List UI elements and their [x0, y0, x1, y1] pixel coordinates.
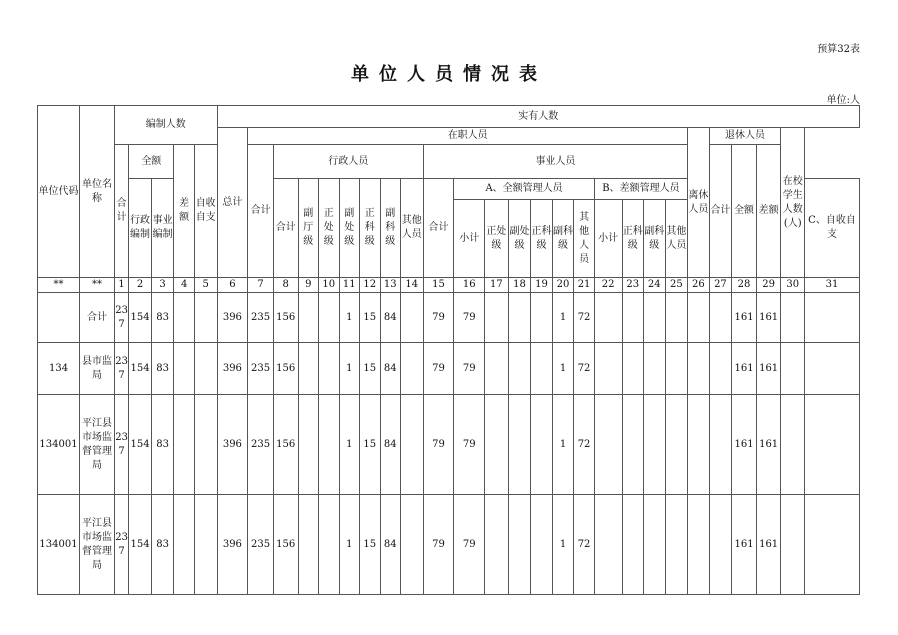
table-cell: 83	[151, 395, 174, 495]
table-cell	[194, 395, 217, 495]
table-cell: 161	[756, 293, 781, 343]
table-cell: 15	[360, 293, 381, 343]
table-cell	[485, 343, 509, 395]
table-cell	[644, 293, 666, 343]
b-xiaoji-header: 小计	[594, 200, 622, 278]
table-cell	[174, 293, 195, 343]
col-number: 18	[508, 278, 531, 293]
bz-heji-header: 合计	[114, 145, 128, 278]
col-number: 6	[217, 278, 248, 293]
table-cell: 156	[273, 495, 298, 595]
table-cell: 1	[339, 395, 360, 495]
table-cell	[298, 343, 319, 395]
zheng-chu-header: 正处级	[319, 179, 340, 278]
col-number: 8	[273, 278, 298, 293]
table-cell: 154	[129, 495, 152, 595]
tx-heji-header: 合计	[709, 145, 732, 278]
table-cell	[531, 293, 553, 343]
a-zheng-chu-header: 正处级	[485, 200, 509, 278]
table-cell	[665, 293, 688, 343]
col-number: 7	[248, 278, 274, 293]
table-cell	[174, 343, 195, 395]
table-cell: 156	[273, 395, 298, 495]
table-cell	[665, 395, 688, 495]
table-cell	[38, 293, 80, 343]
b-zheng-ke-header: 正科级	[622, 200, 644, 278]
table-cell	[194, 293, 217, 343]
table-cell	[298, 293, 319, 343]
table-cell	[622, 395, 644, 495]
table-cell: 154	[129, 343, 152, 395]
col-number: 12	[360, 278, 381, 293]
col-number: 3	[151, 278, 174, 293]
table-cell	[644, 343, 666, 395]
table-cell: 235	[248, 495, 274, 595]
bz-quane-header: 全额	[129, 145, 174, 179]
table-cell	[319, 495, 340, 595]
table-cell: 161	[732, 293, 757, 343]
table-cell	[805, 395, 860, 495]
col-number: 26	[688, 278, 710, 293]
table-cell: 237	[114, 395, 128, 495]
table-row	[38, 395, 860, 495]
shiyou-header: 实有人数	[217, 106, 860, 128]
table-cell	[644, 395, 666, 495]
bz-chae-header: 差额	[174, 145, 195, 278]
xz-heji-header: 合计	[273, 179, 298, 278]
xz-qita-header: 其他人员	[401, 179, 424, 278]
page-title: 单位人员情况表	[351, 64, 547, 85]
table-cell: 161	[732, 495, 757, 595]
a-qita-header: 其他人员	[574, 200, 595, 278]
table-cell: 79	[454, 395, 485, 495]
table-cell: 合计	[80, 293, 115, 343]
a-fu-ke-header: 副科级	[552, 200, 574, 278]
col-number: 13	[380, 278, 401, 293]
table-cell: 1	[339, 343, 360, 395]
table-cell	[709, 293, 732, 343]
a-xiaoji-header: 小计	[454, 200, 485, 278]
table-cell	[781, 395, 805, 495]
col-number: 16	[454, 278, 485, 293]
lixiu-header: 离休人员	[688, 128, 710, 278]
table-cell: 79	[454, 343, 485, 395]
table-cell	[622, 293, 644, 343]
col-number: 10	[319, 278, 340, 293]
sy-heji-header: 合计	[423, 179, 454, 278]
table-cell: 1	[339, 495, 360, 595]
table-cell	[401, 495, 424, 595]
table-cell: 83	[151, 343, 174, 395]
table-cell: 396	[217, 395, 248, 495]
table-cell	[194, 343, 217, 395]
col-number: 24	[644, 278, 666, 293]
table-cell: 156	[273, 343, 298, 395]
col-number: 25	[665, 278, 688, 293]
table-cell: 235	[248, 395, 274, 495]
table-cell: 154	[129, 293, 152, 343]
col-number: 5	[194, 278, 217, 293]
tx-chae-header: 差额	[756, 145, 781, 278]
col-number: 30	[781, 278, 805, 293]
zz-heji-header: 合计	[248, 145, 274, 278]
table-cell	[709, 495, 732, 595]
table-cell	[594, 495, 622, 595]
table-cell	[174, 495, 195, 595]
a-fu-chu-header: 副处级	[508, 200, 531, 278]
table-cell	[688, 343, 710, 395]
table-cell	[805, 293, 860, 343]
col-number: 31	[805, 278, 860, 293]
table-cell: 396	[217, 495, 248, 595]
table-cell: 156	[273, 293, 298, 343]
table-cell	[531, 343, 553, 395]
table-cell: 83	[151, 293, 174, 343]
table-cell: 72	[574, 293, 595, 343]
table-cell	[688, 395, 710, 495]
table-cell: 161	[756, 395, 781, 495]
table-cell	[508, 395, 531, 495]
table-cell	[781, 495, 805, 595]
tx-quane-header: 全额	[732, 145, 757, 278]
table-cell	[781, 343, 805, 395]
b-qita-header: 其他人员	[665, 200, 688, 278]
table-cell	[688, 293, 710, 343]
table-cell	[805, 343, 860, 395]
table-cell: 1	[552, 495, 574, 595]
col-number: 27	[709, 278, 732, 293]
col-number: 29	[756, 278, 781, 293]
table-cell	[665, 343, 688, 395]
col-number: 4	[174, 278, 195, 293]
table-cell: 161	[732, 395, 757, 495]
shiye-header: 事业人员	[423, 145, 688, 179]
table-cell: 237	[114, 343, 128, 395]
fu-ke-header: 副科级	[380, 179, 401, 278]
b-fu-ke-header: 副科级	[644, 200, 666, 278]
table-cell: 县市监局	[80, 343, 115, 395]
form-id: 预算32表	[817, 44, 860, 55]
table-cell: 237	[114, 495, 128, 595]
table-cell: 396	[217, 343, 248, 395]
table-cell: 396	[217, 293, 248, 343]
table-cell	[508, 495, 531, 595]
table-cell	[319, 395, 340, 495]
table-cell	[665, 495, 688, 595]
table-cell: 1	[552, 343, 574, 395]
table-cell	[401, 395, 424, 495]
c-zishou-header: C、自收自支	[805, 179, 860, 278]
table-cell: 235	[248, 293, 274, 343]
table-cell: 134001	[38, 495, 80, 595]
table-row	[38, 293, 860, 343]
unit-code-header: 单位代码	[38, 106, 80, 278]
zaizhi-header: 在职人员	[248, 128, 688, 145]
xingzheng-bianzhi-header: 行政编制	[129, 179, 152, 278]
table-cell	[622, 343, 644, 395]
col-number: 1	[114, 278, 128, 293]
table-cell	[174, 395, 195, 495]
table-cell	[805, 495, 860, 595]
table-cell	[401, 343, 424, 395]
personnel-table	[37, 105, 860, 595]
col-number: 22	[594, 278, 622, 293]
table-cell: 134	[38, 343, 80, 395]
col-number: 9	[298, 278, 319, 293]
table-cell: 83	[151, 495, 174, 595]
col-number: 11	[339, 278, 360, 293]
table-cell	[594, 293, 622, 343]
bianzhi-header: 编制人数	[114, 106, 217, 145]
table-cell: 79	[423, 395, 454, 495]
table-cell	[709, 343, 732, 395]
a-quane-header: A、全额管理人员	[454, 179, 594, 200]
table-cell	[298, 395, 319, 495]
a-zheng-ke-header: 正科级	[531, 200, 553, 278]
table-cell	[298, 495, 319, 595]
col-number: 15	[423, 278, 454, 293]
col-number: **	[38, 278, 80, 293]
col-number: 2	[129, 278, 152, 293]
table-cell: 84	[380, 495, 401, 595]
table-cell: 79	[454, 293, 485, 343]
table-row	[38, 343, 860, 395]
table-cell: 1	[552, 293, 574, 343]
fu-ting-header: 副厅级	[298, 179, 319, 278]
xingzheng-header: 行政人员	[273, 145, 423, 179]
table-cell: 79	[454, 495, 485, 595]
table-cell	[485, 293, 509, 343]
table-cell: 84	[380, 293, 401, 343]
tuixiu-header: 退休人员	[709, 128, 781, 145]
col-number: 14	[401, 278, 424, 293]
table-cell: 161	[732, 343, 757, 395]
table-cell: 1	[552, 395, 574, 495]
col-number: 23	[622, 278, 644, 293]
table-cell: 237	[114, 293, 128, 343]
table-cell	[531, 495, 553, 595]
table-cell: 72	[574, 495, 595, 595]
table-cell	[622, 495, 644, 595]
col-number: **	[80, 278, 115, 293]
table-cell: 15	[360, 395, 381, 495]
table-cell: 79	[423, 343, 454, 395]
table-cell	[485, 495, 509, 595]
table-row	[38, 495, 860, 595]
table-cell	[594, 395, 622, 495]
table-cell: 72	[574, 343, 595, 395]
bz-zishou-header: 自收自支	[194, 145, 217, 278]
table-cell	[508, 293, 531, 343]
table-cell: 15	[360, 343, 381, 395]
table-cell	[688, 495, 710, 595]
col-number: 17	[485, 278, 509, 293]
table-cell: 1	[339, 293, 360, 343]
unit-name-header: 单位名称	[80, 106, 115, 278]
zongji-header: 总计	[217, 128, 248, 278]
table-cell	[194, 495, 217, 595]
fu-chu-header: 副处级	[339, 179, 360, 278]
col-number: 20	[552, 278, 574, 293]
b-chae-header: B、差额管理人员	[594, 179, 687, 200]
table-cell: 134001	[38, 395, 80, 495]
table-cell: 154	[129, 395, 152, 495]
table-cell	[781, 293, 805, 343]
table-cell: 15	[360, 495, 381, 595]
table-cell	[594, 343, 622, 395]
table-cell	[485, 395, 509, 495]
zheng-ke-header: 正科级	[360, 179, 381, 278]
shiye-bianzhi-header: 事业编制	[151, 179, 174, 278]
table-cell: 79	[423, 495, 454, 595]
table-cell: 235	[248, 343, 274, 395]
table-cell	[319, 293, 340, 343]
table-cell	[709, 395, 732, 495]
table-cell: 161	[756, 343, 781, 395]
students-header: 在校学生人数(人)	[781, 128, 805, 278]
table-cell: 84	[380, 395, 401, 495]
table-cell: 平江县市场监督管理局	[80, 495, 115, 595]
table-cell: 平江县市场监督管理局	[80, 395, 115, 495]
table-cell: 84	[380, 343, 401, 395]
table-cell: 72	[574, 395, 595, 495]
table-cell	[508, 343, 531, 395]
col-number: 19	[531, 278, 553, 293]
table-cell: 161	[756, 495, 781, 595]
table-cell	[401, 293, 424, 343]
col-number: 28	[732, 278, 757, 293]
table-cell	[531, 395, 553, 495]
table-cell	[644, 495, 666, 595]
unit-label: 单位:人	[826, 95, 860, 106]
table-cell: 79	[423, 293, 454, 343]
col-number: 21	[574, 278, 595, 293]
table-cell	[319, 343, 340, 395]
